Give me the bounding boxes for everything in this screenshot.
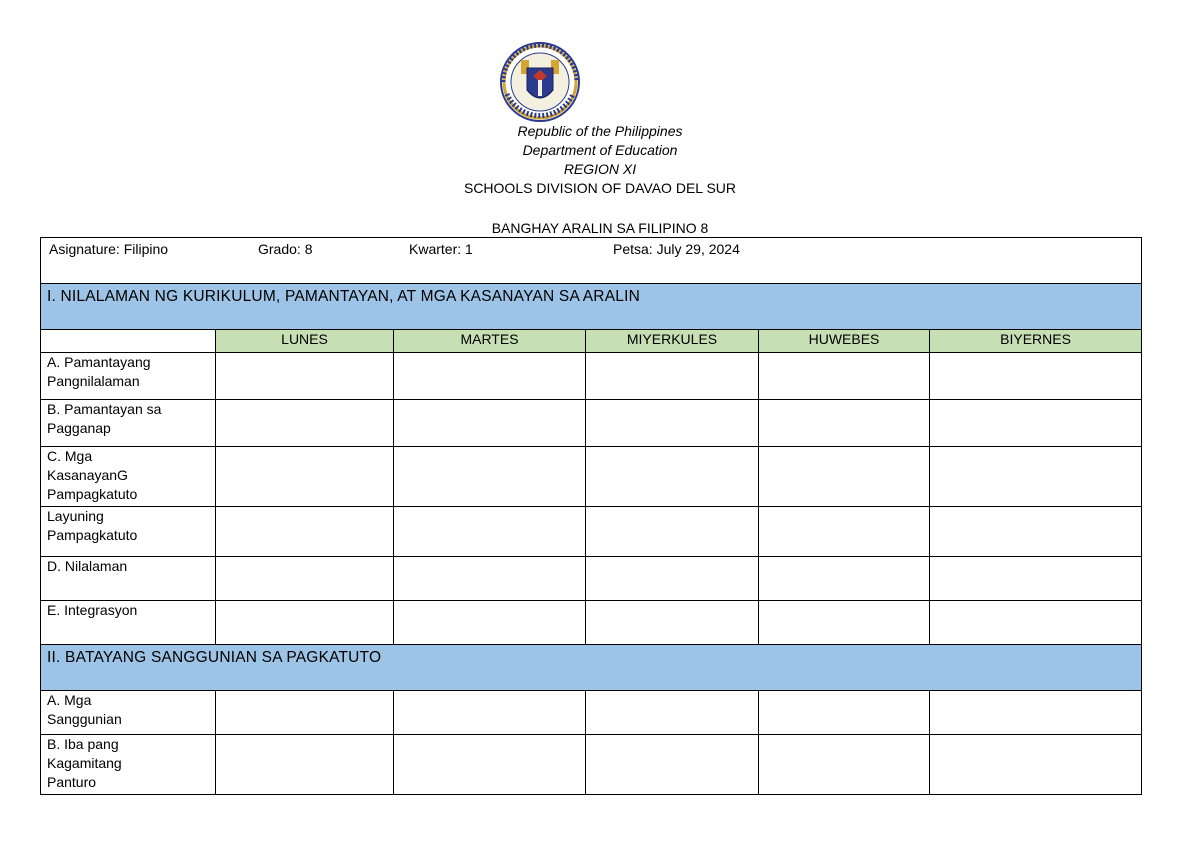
table-row [41,557,1142,601]
entry-cell[interactable] [759,447,930,507]
table-row [41,601,1142,645]
entry-cell[interactable] [394,601,586,645]
entry-cell[interactable] [216,447,394,507]
entry-cell[interactable] [394,557,586,601]
entry-cell[interactable] [216,557,394,601]
section-heading: II. BATAYANG SANGGUNIAN SA PAGKATUTO [41,645,1142,691]
info-row [41,238,1142,284]
empty-header-cell [41,330,216,353]
row-label: C. Mga KasanayanG Pampagkatuto [41,447,216,507]
entry-cell[interactable] [394,353,586,400]
entry-cell[interactable] [759,353,930,400]
entry-cell[interactable] [930,557,1142,601]
entry-cell[interactable] [586,447,759,507]
region-line: REGION XI [563,161,637,177]
quarter-label: Kwarter: 1 [409,241,473,257]
row-label: Layuning Pampagkatuto [41,507,216,557]
division-line: SCHOOLS DIVISION OF DAVAO DEL SUR [463,180,736,196]
row-label: A. Pamantayang Pangnilalaman [41,353,216,400]
date-label: Petsa: July 29, 2024 [613,241,740,257]
day-header-thursday: HUWEBES [759,330,930,353]
table-row [41,353,1142,400]
entry-cell[interactable] [586,557,759,601]
row-label: E. Integrasyon [41,601,216,645]
table-row [41,507,1142,557]
entry-cell[interactable] [930,691,1142,735]
entry-cell[interactable] [759,601,930,645]
country-line: Republic of the Philippines [517,123,683,139]
table-row [41,447,1142,507]
day-header-wednesday: MIYERKULES [586,330,759,353]
entry-cell[interactable] [394,507,586,557]
info-cell[interactable] [41,238,1142,284]
entry-cell[interactable] [216,601,394,645]
entry-cell[interactable] [216,400,394,447]
subject-label: Asignature: Filipino [49,241,169,257]
lesson-plan-table [40,237,1142,795]
entry-cell[interactable] [394,447,586,507]
entry-cell[interactable] [930,601,1142,645]
entry-cell[interactable] [930,353,1142,400]
entry-cell[interactable] [930,507,1142,557]
entry-cell[interactable] [394,691,586,735]
entry-cell[interactable] [216,353,394,400]
entry-cell[interactable] [930,447,1142,507]
entry-cell[interactable] [759,691,930,735]
row-label: B. Iba pang Kagamitang Panturo [41,735,216,795]
table-row [41,735,1142,795]
agency-header [380,122,820,198]
row-label: B. Pamantayan sa Pagganap [41,400,216,447]
days-header-row [41,330,1142,353]
entry-cell[interactable] [586,735,759,795]
section-heading-row [41,645,1142,691]
entry-cell[interactable] [216,507,394,557]
section-heading: I. NILALAMAN NG KURIKULUM, PAMANTAYAN, AT MGA KASANAYAN SA ARALIN [41,284,1142,330]
grade-label: Grado: 8 [258,241,313,257]
table-row [41,691,1142,735]
entry-cell[interactable] [759,735,930,795]
day-header-monday: LUNES [216,330,394,353]
section-heading-row [41,284,1142,330]
day-header-friday: BIYERNES [930,330,1142,353]
department-line: Department of Education [522,142,678,158]
entry-cell[interactable] [394,400,586,447]
table-row [41,400,1142,447]
entry-cell[interactable] [759,557,930,601]
row-label: D. Nilalaman [41,557,216,601]
entry-cell[interactable] [216,735,394,795]
entry-cell[interactable] [759,400,930,447]
entry-cell[interactable] [586,601,759,645]
row-label: A. Mga Sanggunian [41,691,216,735]
deped-seal [497,42,583,122]
entry-cell[interactable] [394,735,586,795]
day-header-tuesday: MARTES [394,330,586,353]
entry-cell[interactable] [759,507,930,557]
entry-cell[interactable] [216,691,394,735]
entry-cell[interactable] [586,353,759,400]
entry-cell[interactable] [930,400,1142,447]
entry-cell[interactable] [586,400,759,447]
entry-cell[interactable] [586,507,759,557]
entry-cell[interactable] [930,735,1142,795]
entry-cell[interactable] [586,691,759,735]
document-title: BANGHAY ARALIN SA FILIPINO 8 [491,220,709,236]
